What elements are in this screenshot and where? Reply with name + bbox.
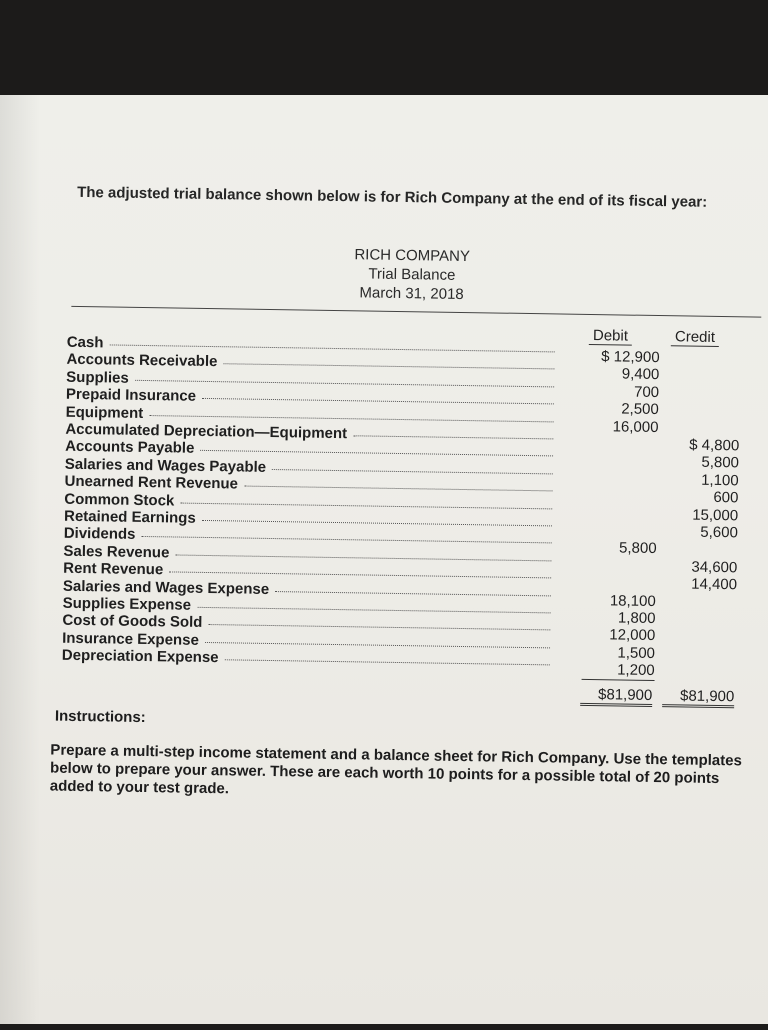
statement-title: Trial Balance xyxy=(368,265,456,284)
account-name: Supplies Expense xyxy=(62,594,192,614)
dot-leader xyxy=(275,591,550,596)
credit-amount: $ 4,800 xyxy=(689,436,740,455)
dot-leader xyxy=(205,642,550,648)
dot-leader xyxy=(244,486,552,492)
credit-amount xyxy=(667,349,741,350)
credit-amount: 5,600 xyxy=(700,523,739,542)
debit-amount xyxy=(585,487,658,488)
account-name: Salaries and Wages Payable xyxy=(64,455,267,476)
account-name: Dividends xyxy=(63,525,136,544)
dot-leader xyxy=(197,607,550,614)
account-name: Supplies xyxy=(66,368,129,387)
paper-sheet xyxy=(0,95,768,1024)
dot-leader xyxy=(135,380,554,388)
account-name: Cost of Goods Sold xyxy=(62,612,203,632)
account-name: Prepaid Insurance xyxy=(65,385,197,405)
credit-amount xyxy=(666,419,740,420)
company-name: RICH COMPANY xyxy=(354,246,471,266)
credit-amount xyxy=(662,662,736,663)
account-name: Unearned Rent Revenue xyxy=(64,472,239,493)
debit-amount xyxy=(583,574,656,575)
account-name: Depreciation Expense xyxy=(61,646,219,667)
debit-amount: 16,000 xyxy=(612,417,659,436)
debit-amount xyxy=(585,470,658,471)
dot-leader xyxy=(202,520,552,526)
credit-amount xyxy=(666,401,740,402)
dot-leader xyxy=(272,469,552,474)
credit-amount xyxy=(664,541,738,542)
account-name: Accumulated Depreciation—Equipment xyxy=(65,420,348,443)
debit-amount xyxy=(584,505,657,506)
debit-column-header: Debit xyxy=(589,328,632,346)
debit-amount: $ 12,900 xyxy=(601,348,660,367)
dot-leader xyxy=(110,344,555,352)
debit-amount: 5,800 xyxy=(618,539,657,558)
dot-leader xyxy=(142,536,552,543)
debit-amount xyxy=(585,435,658,436)
credit-column-header: Credit xyxy=(671,329,719,347)
credit-amount xyxy=(662,628,736,629)
dot-leader xyxy=(202,398,554,405)
account-name: Insurance Expense xyxy=(62,629,199,649)
debit-amount xyxy=(584,522,657,523)
credit-amount xyxy=(663,610,737,611)
account-name: Equipment xyxy=(65,403,144,422)
account-name: Accounts Receivable xyxy=(66,351,218,371)
account-name: Sales Revenue xyxy=(63,542,170,562)
account-name: Accounts Payable xyxy=(65,438,195,458)
account-name: Salaries and Wages Expense xyxy=(62,577,270,598)
dot-leader xyxy=(209,624,551,630)
dot-leader xyxy=(224,364,555,370)
debit-amount: 18,100 xyxy=(609,591,656,610)
credit-total: $81,900 xyxy=(662,687,734,708)
intro-text: The adjusted trial balance shown below is for Rich Company at the end of its fiscal year: xyxy=(77,183,708,211)
debit-amount: 9,400 xyxy=(621,365,660,384)
credit-amount: 34,600 xyxy=(691,558,738,577)
credit-amount xyxy=(666,367,740,368)
header-rule xyxy=(71,306,761,318)
account-name: Retained Earnings xyxy=(63,507,196,527)
dot-leader xyxy=(181,502,553,509)
dot-leader xyxy=(169,572,551,579)
debit-amount: 12,000 xyxy=(609,626,656,645)
instructions-title: Instructions: xyxy=(54,707,146,727)
credit-amount xyxy=(666,384,740,385)
debit-amount xyxy=(585,452,658,453)
document-content xyxy=(0,89,768,1030)
credit-amount xyxy=(662,645,736,646)
statement-date: March 31, 2018 xyxy=(359,284,464,303)
dot-leader xyxy=(353,435,553,439)
debit-amount: 2,500 xyxy=(621,400,659,419)
dot-leader xyxy=(225,659,550,665)
debit-amount: 700 xyxy=(633,383,660,401)
credit-amount: 1,100 xyxy=(701,471,739,490)
instructions-text: Prepare a multi-step income statement and a balance sheet for Rich Company. Use the templates below to prepare your answer. These are each worth 10 points for a possible total of 20 points added to your test grade. xyxy=(49,741,743,798)
account-name: Cash xyxy=(66,333,104,352)
account-name: Common Stock xyxy=(64,490,175,510)
dot-leader xyxy=(149,415,553,422)
credit-amount: 15,000 xyxy=(692,506,739,524)
account-name: Rent Revenue xyxy=(63,559,164,579)
debit-total: $81,900 xyxy=(580,686,652,707)
debit-amount: 1,800 xyxy=(617,609,656,628)
credit-amount: 600 xyxy=(713,489,739,507)
debit-amount: 1,500 xyxy=(617,644,656,662)
dot-leader xyxy=(201,450,553,457)
dot-leader xyxy=(176,554,552,561)
debit-amount xyxy=(583,557,656,558)
credit-amount: 14,400 xyxy=(691,575,738,594)
debit-amount: 1,200 xyxy=(582,661,655,681)
credit-amount: 5,800 xyxy=(701,454,740,472)
credit-amount xyxy=(663,593,737,594)
